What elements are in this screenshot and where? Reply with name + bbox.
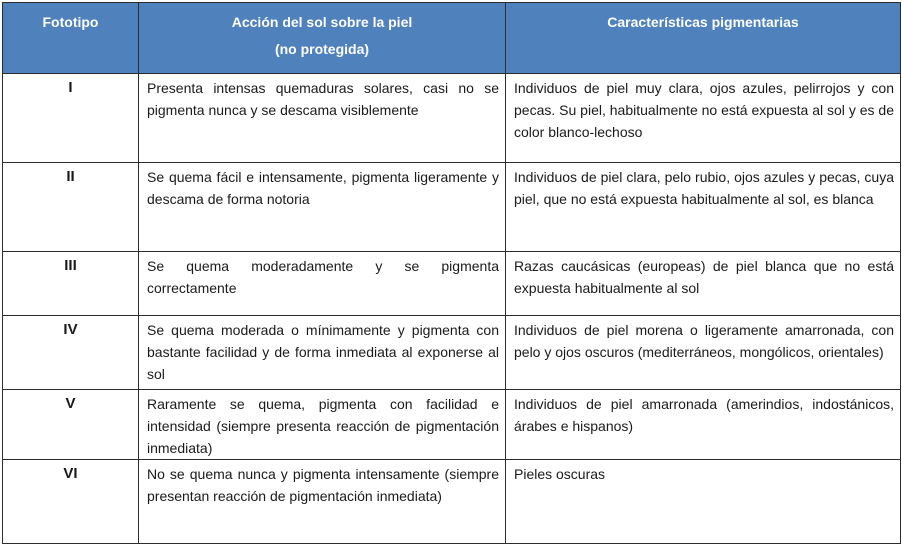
accion-cell: Raramente se quema, pigmenta con facilidad e intensidad (siempre presenta reacción de pigmentación inmediata)	[139, 390, 506, 460]
table-row	[3, 163, 901, 252]
accion-cell: Presenta intensas quemaduras solares, casi no se pigmenta nunca y se descama visiblemente	[139, 74, 506, 163]
header-caracteristicas: Características pigmentarias	[506, 3, 901, 74]
caracteristicas-cell: Pieles oscuras	[506, 460, 901, 544]
caracteristicas-cell: Individuos de piel clara, pelo rubio, ojos azules y pecas, cuya piel, que no está expuesta habitualmente al sol, es blanca	[506, 163, 901, 252]
caracteristicas-cell: Individuos de piel morena o ligeramente amarronada, con pelo y ojos oscuros (mediterráneos, mongólicos, orientales)	[506, 316, 901, 390]
accion-cell: No se quema nunca y pigmenta intensamente (siempre presentan reacción de pigmentación inmediata)	[139, 460, 506, 544]
accion-cell: Se quema moderadamente y se pigmenta correctamente	[139, 252, 506, 316]
caracteristicas-cell: Individuos de piel amarronada (amerindios, indostánicos, árabes e hispanos)	[506, 390, 901, 460]
accion-cell: Se quema moderada o mínimamente y pigmenta con bastante facilidad y de forma inmediata al exponerse al sol	[139, 316, 506, 390]
fototipo-cell: V	[3, 390, 139, 460]
fototipo-cell: I	[3, 74, 139, 163]
caracteristicas-cell: Razas caucásicas (europeas) de piel blanca que no está expuesta habitualmente al sol	[506, 252, 901, 316]
accion-cell: Se quema fácil e intensamente, pigmenta ligeramente y descama de forma notoria	[139, 163, 506, 252]
table-row	[3, 390, 901, 460]
fototipo-table-container	[2, 2, 901, 544]
header-fototipo: Fototipo	[3, 3, 139, 74]
table-header-row	[3, 3, 901, 74]
fototipo-table	[2, 2, 901, 544]
fototipo-cell: II	[3, 163, 139, 252]
header-accion-line1: Acción del sol sobre la piel	[231, 14, 413, 30]
table-row	[3, 74, 901, 163]
table-row	[3, 252, 901, 316]
fototipo-cell: III	[3, 252, 139, 316]
table-row	[3, 316, 901, 390]
fototipo-cell: IV	[3, 316, 139, 390]
fototipo-cell: VI	[3, 460, 139, 544]
header-accion	[139, 3, 506, 74]
header-accion-line2: (no protegida)	[274, 41, 370, 57]
table-row	[3, 460, 901, 544]
caracteristicas-cell: Individuos de piel muy clara, ojos azules, pelirrojos y con pecas. Su piel, habitualmente no está expuesta al sol y es de color blanco-lechoso	[506, 74, 901, 163]
